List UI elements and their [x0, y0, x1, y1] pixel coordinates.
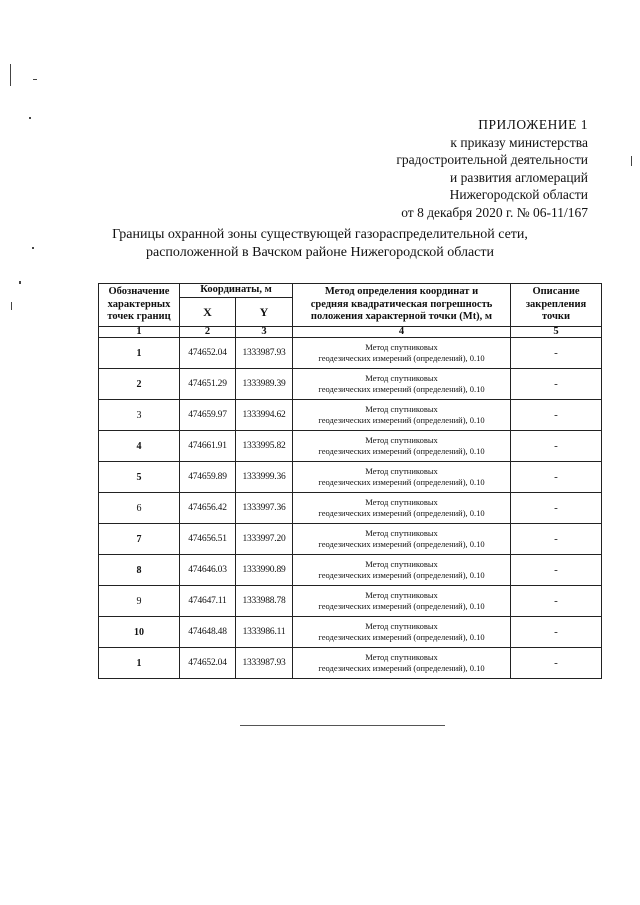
- method-cell: [293, 555, 511, 586]
- scan-mark: [10, 64, 11, 86]
- description-cell: -: [511, 524, 602, 555]
- y-cell: 1333990.89: [236, 555, 293, 586]
- appendix-block: [396, 116, 588, 221]
- column-number: 5: [511, 327, 602, 338]
- x-cell: 474656.42: [180, 493, 236, 524]
- appendix-line: и развития агломераций: [449, 169, 588, 185]
- x-cell: 474648.48: [180, 617, 236, 648]
- table-row: [99, 524, 602, 555]
- x-cell: 474659.89: [180, 462, 236, 493]
- appendix-line: к приказу министерства: [450, 134, 588, 150]
- method-cell: [293, 462, 511, 493]
- appendix-line: Нижегородской области: [449, 187, 588, 202]
- method-text: геодезических измерений (определений), 0.10: [318, 570, 485, 580]
- title-line: расположенной в Вачском районе Нижегородской области: [145, 245, 495, 260]
- header-text: Описание: [532, 286, 580, 298]
- description-cell: -: [511, 586, 602, 617]
- y-cell: 1333986.11: [236, 617, 293, 648]
- y-cell: 1333987.93: [236, 338, 293, 369]
- coordinates-table: [98, 283, 602, 679]
- scan-mark: [32, 247, 34, 249]
- method-text: Метод спутниковых: [365, 373, 438, 383]
- appendix-line: от 8 декабря 2020 г. № 06-11/167: [401, 204, 588, 220]
- header-row: [99, 284, 602, 298]
- header-text: положения характерной точки (Mt), м: [310, 311, 493, 323]
- y-cell: 1333989.39: [236, 369, 293, 400]
- description-cell: -: [511, 617, 602, 648]
- column-number-row: [99, 327, 602, 338]
- description-cell: -: [511, 493, 602, 524]
- header-y: Y: [236, 298, 293, 327]
- header-text: закрепления: [525, 298, 587, 310]
- column-number: 3: [236, 327, 293, 338]
- method-text: Метод спутниковых: [365, 466, 438, 476]
- method-text: геодезических измерений (определений), 0.10: [318, 446, 485, 456]
- method-cell: [293, 648, 511, 679]
- method-text: Метод спутниковых: [365, 404, 438, 414]
- point-cell: 7: [99, 524, 180, 555]
- column-number: 1: [99, 327, 180, 338]
- header-text: точки: [542, 311, 571, 323]
- method-cell: [293, 586, 511, 617]
- bottom-divider: [240, 725, 445, 726]
- table-row: [99, 338, 602, 369]
- x-cell: 474652.04: [180, 648, 236, 679]
- point-cell: 3: [99, 400, 180, 431]
- method-text: геодезических измерений (определений), 0.10: [318, 601, 485, 611]
- point-cell: 2: [99, 369, 180, 400]
- point-cell: 1: [99, 648, 180, 679]
- table-row: [99, 617, 602, 648]
- header-description: [511, 284, 602, 327]
- y-cell: 1333995.82: [236, 431, 293, 462]
- method-text: Метод спутниковых: [365, 621, 438, 631]
- method-cell: [293, 524, 511, 555]
- header-text: Метод определения координат и: [324, 286, 479, 298]
- column-number: 4: [293, 327, 511, 338]
- method-cell: [293, 369, 511, 400]
- point-cell: 4: [99, 431, 180, 462]
- x-cell: 474652.04: [180, 338, 236, 369]
- x-cell: 474647.11: [180, 586, 236, 617]
- header-text: характерных: [107, 298, 171, 310]
- table-row: [99, 648, 602, 679]
- x-cell: 474656.51: [180, 524, 236, 555]
- method-text: Метод спутниковых: [365, 590, 438, 600]
- description-cell: -: [511, 648, 602, 679]
- y-cell: 1333994.62: [236, 400, 293, 431]
- y-cell: 1333987.93: [236, 648, 293, 679]
- header-text: Обозначение: [108, 286, 170, 298]
- appendix-line: градостроительной деятельности: [396, 152, 588, 167]
- point-cell: 9: [99, 586, 180, 617]
- header-point: [99, 284, 180, 327]
- description-cell: -: [511, 369, 602, 400]
- method-text: Метод спутниковых: [365, 497, 438, 507]
- description-cell: -: [511, 338, 602, 369]
- method-text: Метод спутниковых: [365, 528, 438, 538]
- y-cell: 1333988.78: [236, 586, 293, 617]
- method-cell: [293, 338, 511, 369]
- document-title: [96, 226, 544, 262]
- scan-mark: [19, 281, 21, 284]
- method-text: геодезических измерений (определений), 0.10: [318, 415, 485, 425]
- y-cell: 1333999.36: [236, 462, 293, 493]
- table-row: [99, 369, 602, 400]
- column-number: 2: [180, 327, 236, 338]
- point-cell: 5: [99, 462, 180, 493]
- table-row: [99, 462, 602, 493]
- appendix-heading: ПРИЛОЖЕНИЕ 1: [478, 117, 588, 132]
- table-row: [99, 493, 602, 524]
- header-coords: Координаты, м: [180, 284, 293, 298]
- method-cell: [293, 493, 511, 524]
- x-cell: 474659.97: [180, 400, 236, 431]
- header-text: точек границ: [107, 311, 171, 323]
- point-cell: 6: [99, 493, 180, 524]
- method-text: Метод спутниковых: [365, 342, 438, 352]
- method-text: геодезических измерений (определений), 0.10: [318, 663, 485, 673]
- scan-mark: [11, 302, 12, 310]
- description-cell: -: [511, 431, 602, 462]
- method-text: Метод спутниковых: [365, 435, 438, 445]
- method-text: Метод спутниковых: [365, 652, 438, 662]
- table-row: [99, 586, 602, 617]
- title-line: Границы охранной зоны существующей газораспределительной сети,: [112, 227, 528, 242]
- method-text: геодезических измерений (определений), 0.10: [318, 508, 485, 518]
- method-text: геодезических измерений (определений), 0.10: [318, 632, 485, 642]
- description-cell: -: [511, 462, 602, 493]
- method-text: геодезических измерений (определений), 0.10: [318, 477, 485, 487]
- method-cell: [293, 400, 511, 431]
- x-cell: 474661.91: [180, 431, 236, 462]
- x-cell: 474646.03: [180, 555, 236, 586]
- table-row: [99, 400, 602, 431]
- scan-mark: [29, 117, 31, 119]
- header-method: [293, 284, 511, 327]
- scan-mark: [33, 79, 37, 80]
- header-text: средняя квадратическая погрешность: [310, 298, 493, 310]
- description-cell: -: [511, 555, 602, 586]
- point-cell: 1: [99, 338, 180, 369]
- x-cell: 474651.29: [180, 369, 236, 400]
- y-cell: 1333997.36: [236, 493, 293, 524]
- method-cell: [293, 431, 511, 462]
- method-cell: [293, 617, 511, 648]
- table-row: [99, 555, 602, 586]
- point-cell: 10: [99, 617, 180, 648]
- y-cell: 1333997.20: [236, 524, 293, 555]
- table-row: [99, 431, 602, 462]
- method-text: геодезических измерений (определений), 0.10: [318, 353, 485, 363]
- method-text: геодезических измерений (определений), 0.10: [318, 539, 485, 549]
- description-cell: -: [511, 400, 602, 431]
- header-x: X: [180, 298, 236, 327]
- point-cell: 8: [99, 555, 180, 586]
- method-text: Метод спутниковых: [365, 559, 438, 569]
- scan-mark: [631, 156, 632, 166]
- method-text: геодезических измерений (определений), 0.10: [318, 384, 485, 394]
